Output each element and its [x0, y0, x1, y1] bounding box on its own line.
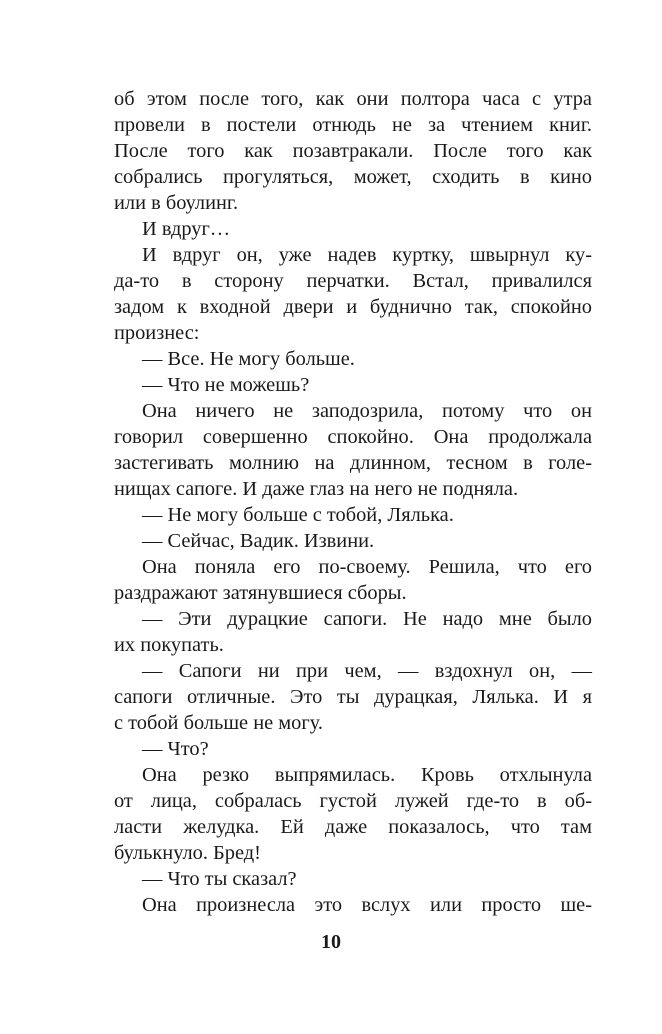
text-line: Она произнесла это вслух или просто ше- — [142, 894, 592, 916]
text-line: об этом после того, как они полтора часа с утра — [114, 88, 592, 110]
text-line: Она поняла его по-своему. Решила, что его — [142, 556, 592, 578]
text-line: — Сейчас, Вадик. Извини. — [142, 530, 375, 552]
text-line: булькнуло. Бред! — [114, 842, 261, 864]
text-line: — Что ты сказал? — [142, 868, 297, 890]
text-line: Она ничего не заподозрила, потому что он — [142, 400, 592, 422]
text-line: — Что не можешь? — [142, 374, 310, 396]
text-line: да-то в сторону перчатки. Встал, привалился — [114, 270, 592, 292]
text-line: задом к входной двери и буднично так, спокойно — [114, 296, 592, 318]
text-line: застегивать молнию на длинном, тесном в голе- — [114, 452, 592, 474]
text-line: После того как позавтракали. После того как — [114, 140, 592, 162]
text-line: ласти желудка. Ей даже показалось, что там — [114, 816, 592, 838]
text-line: с тобой больше не могу. — [114, 712, 323, 734]
text-line: — Что? — [142, 738, 209, 760]
text-line: — Сапоги ни при чем, — вздохнул он, — — [142, 660, 592, 682]
page-number: 10 — [321, 931, 341, 953]
text-line: произнес: — [114, 322, 200, 344]
text-line: Она резко выпрямилась. Кровь отхлынула — [142, 764, 592, 786]
text-line: — Все. Не могу больше. — [142, 348, 355, 370]
text-line: их покупать. — [114, 634, 224, 656]
page-text — [114, 86, 592, 918]
text-line: раздражают затянувшиеся сборы. — [114, 582, 407, 604]
text-line: И вдруг… — [142, 218, 231, 240]
text-line: — Эти дурацкие сапоги. Не надо мне было — [142, 608, 592, 630]
text-line: — Не могу больше с тобой, Лялька. — [142, 504, 454, 526]
text-line: сапоги отличные. Это ты дурацкая, Лялька. И я — [114, 686, 592, 708]
text-line: собрались прогуляться, может, сходить в кино — [114, 166, 592, 188]
text-line: нищах сапоге. И даже глаз на него не подняла. — [114, 478, 519, 500]
text-line: от лица, собралась густой лужей где-то в об- — [114, 790, 592, 812]
text-line: И вдруг он, уже надев куртку, швырнул ку- — [142, 244, 592, 266]
text-line: или в боулинг. — [114, 192, 239, 214]
text-line: провели в постели отнюдь не за чтением книг. — [114, 114, 592, 136]
text-line: говорил совершенно спокойно. Она продолжала — [114, 426, 592, 448]
